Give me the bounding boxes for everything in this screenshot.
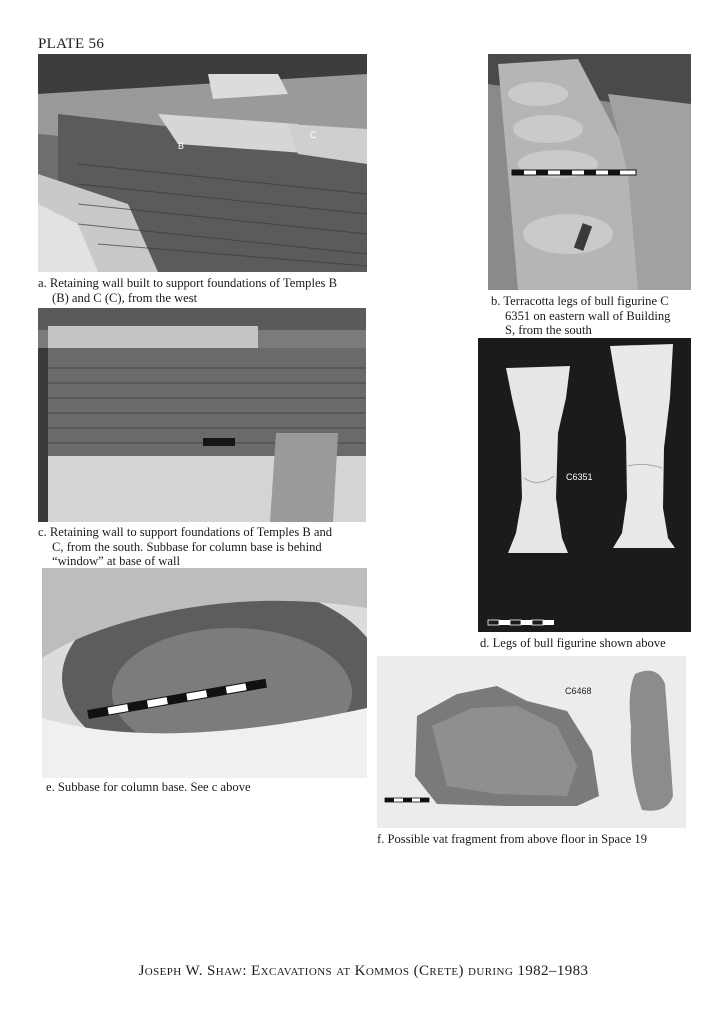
caption-c-line-3: “window” at base of wall: [52, 554, 180, 569]
photo-f-vat-fragment: [377, 656, 686, 828]
caption-c-line-2: C, from the south. Subbase for column base is behind: [52, 539, 322, 554]
caption-f: [377, 832, 647, 847]
photo-a-label-b: B: [178, 141, 185, 151]
caption-a-line-1: a. Retaining wall built to support foundations of Temples B: [38, 276, 338, 290]
photo-b-terracotta-legs-on-wall: [488, 54, 691, 290]
caption-a-line-2: (B) and C (C), from the west: [52, 290, 198, 305]
photo-a-retaining-wall-west: [38, 54, 367, 272]
photo-c-retaining-wall-south: [38, 308, 366, 522]
photo-a-label-c: C: [310, 130, 317, 140]
photo-d-label: C6351: [566, 472, 593, 482]
caption-b: [491, 294, 670, 338]
caption-c-line-1: c. Retaining wall to support foundations of Temples B and: [38, 525, 333, 539]
caption-d: [480, 636, 666, 651]
caption-b-line-2: 6351 on eastern wall of Building: [505, 308, 671, 323]
caption-c: [38, 525, 332, 569]
caption-d-line-1: d. Legs of bull figurine shown above: [480, 636, 666, 650]
photo-f-label: C6468: [565, 686, 592, 696]
photo-d-bull-figurine-legs: [478, 338, 691, 632]
caption-e: [46, 780, 251, 795]
running-footer: [0, 963, 727, 980]
caption-a: [38, 276, 337, 305]
footer-years: 1982–1983: [513, 963, 589, 979]
plate-title: PLATE 56: [38, 36, 105, 52]
footer-title: Excavations at Kommos (Crete) during: [251, 963, 514, 979]
caption-b-line-3: S, from the south: [505, 323, 592, 338]
footer-separator: :: [242, 963, 252, 979]
caption-f-line-1: f. Possible vat fragment from above floor in Space 19: [377, 832, 647, 846]
caption-e-line-1: e. Subbase for column base. See c above: [46, 780, 251, 794]
caption-b-line-1: b. Terracotta legs of bull figurine C: [491, 294, 669, 308]
photo-e-column-subbase: [42, 568, 367, 778]
footer-author: Joseph W. Shaw: [138, 963, 243, 979]
